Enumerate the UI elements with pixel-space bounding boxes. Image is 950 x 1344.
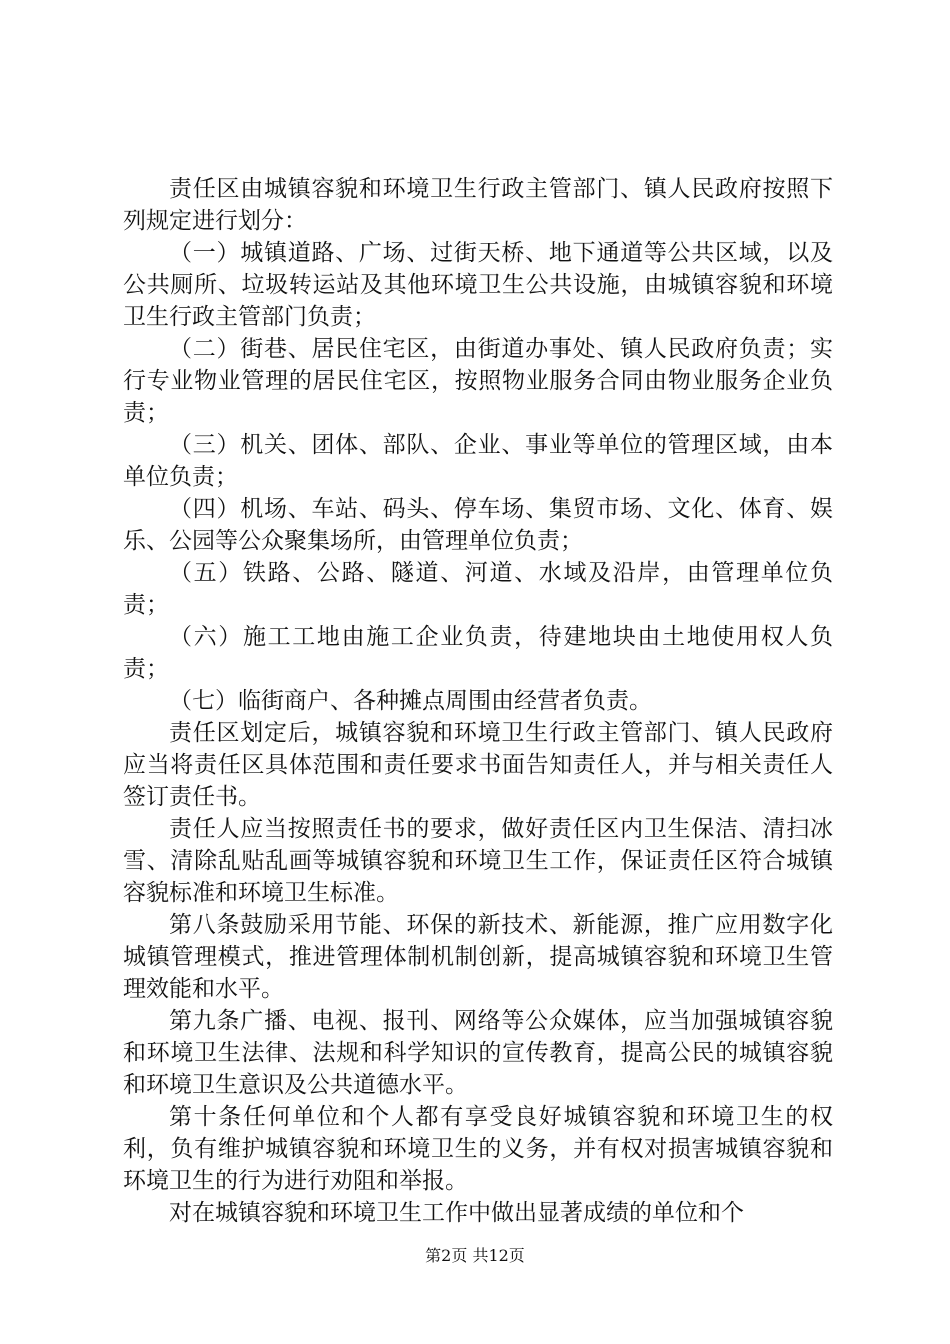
paragraph-5: （四）机场、车站、码头、停车场、集贸市场、文化、体育、娱乐、公园等公众聚集场所，由管理单位负责；: [123, 496, 833, 554]
paragraph-10: 责任人应当按照责任书的要求，做好责任区内卫生保洁、清扫冰雪、清除乱贴乱画等城镇容貌和环境卫生工作，保证责任区符合城镇容貌标准和环境卫生标准。: [123, 816, 833, 906]
paragraph-9: 责任区划定后，城镇容貌和环境卫生行政主管部门、镇人民政府应当将责任区具体范围和责任要求书面告知责任人，并与相关责任人签订责任书。: [123, 720, 833, 810]
paragraph-7: （六）施工工地由施工企业负责，待建地块由土地使用权人负责；: [123, 624, 833, 682]
paragraph-3: （二）街巷、居民住宅区，由街道办事处、镇人民政府负责；实行专业物业管理的居民住宅区，按照物业服务合同由物业服务企业负责；: [123, 336, 833, 426]
paragraph-14: 对在城镇容貌和环境卫生工作中做出显著成绩的单位和个: [169, 1200, 744, 1226]
paragraph-1: 责任区由城镇容貌和环境卫生行政主管部门、镇人民政府按照下列规定进行划分：: [123, 176, 833, 234]
paragraph-6: （五）铁路、公路、隧道、河道、水域及沿岸，由管理单位负责；: [123, 560, 833, 618]
paragraph-13: 第十条任何单位和个人都有享受良好城镇容貌和环境卫生的权利，负有维护城镇容貌和环境卫生的义务，并有权对损害城镇容貌和环境卫生的行为进行劝阻和举报。: [123, 1104, 833, 1194]
paragraph-2: （一）城镇道路、广场、过街天桥、地下通道等公共区域，以及公共厕所、垃圾转运站及其他环境卫生公共设施，由城镇容貌和环境卫生行政主管部门负责；: [123, 240, 833, 330]
page-number-footer: 第2页 共12页: [425, 1246, 525, 1265]
document-body: [123, 173, 833, 1229]
paragraph-12: 第九条广播、电视、报刊、网络等公众媒体，应当加强城镇容貌和环境卫生法律、法规和科学知识的宣传教育，提高公民的城镇容貌和环境卫生意识及公共道德水平。: [123, 1008, 833, 1098]
paragraph-8: （七）临街商户、各种摊点周围由经营者负责。: [169, 688, 652, 714]
paragraph-4: （三）机关、团体、部队、企业、事业等单位的管理区域，由本单位负责；: [123, 432, 833, 490]
paragraph-11: 第八条鼓励采用节能、环保的新技术、新能源，推广应用数字化城镇管理模式，推进管理体制机制创新，提高城镇容貌和环境卫生管理效能和水平。: [123, 912, 833, 1002]
